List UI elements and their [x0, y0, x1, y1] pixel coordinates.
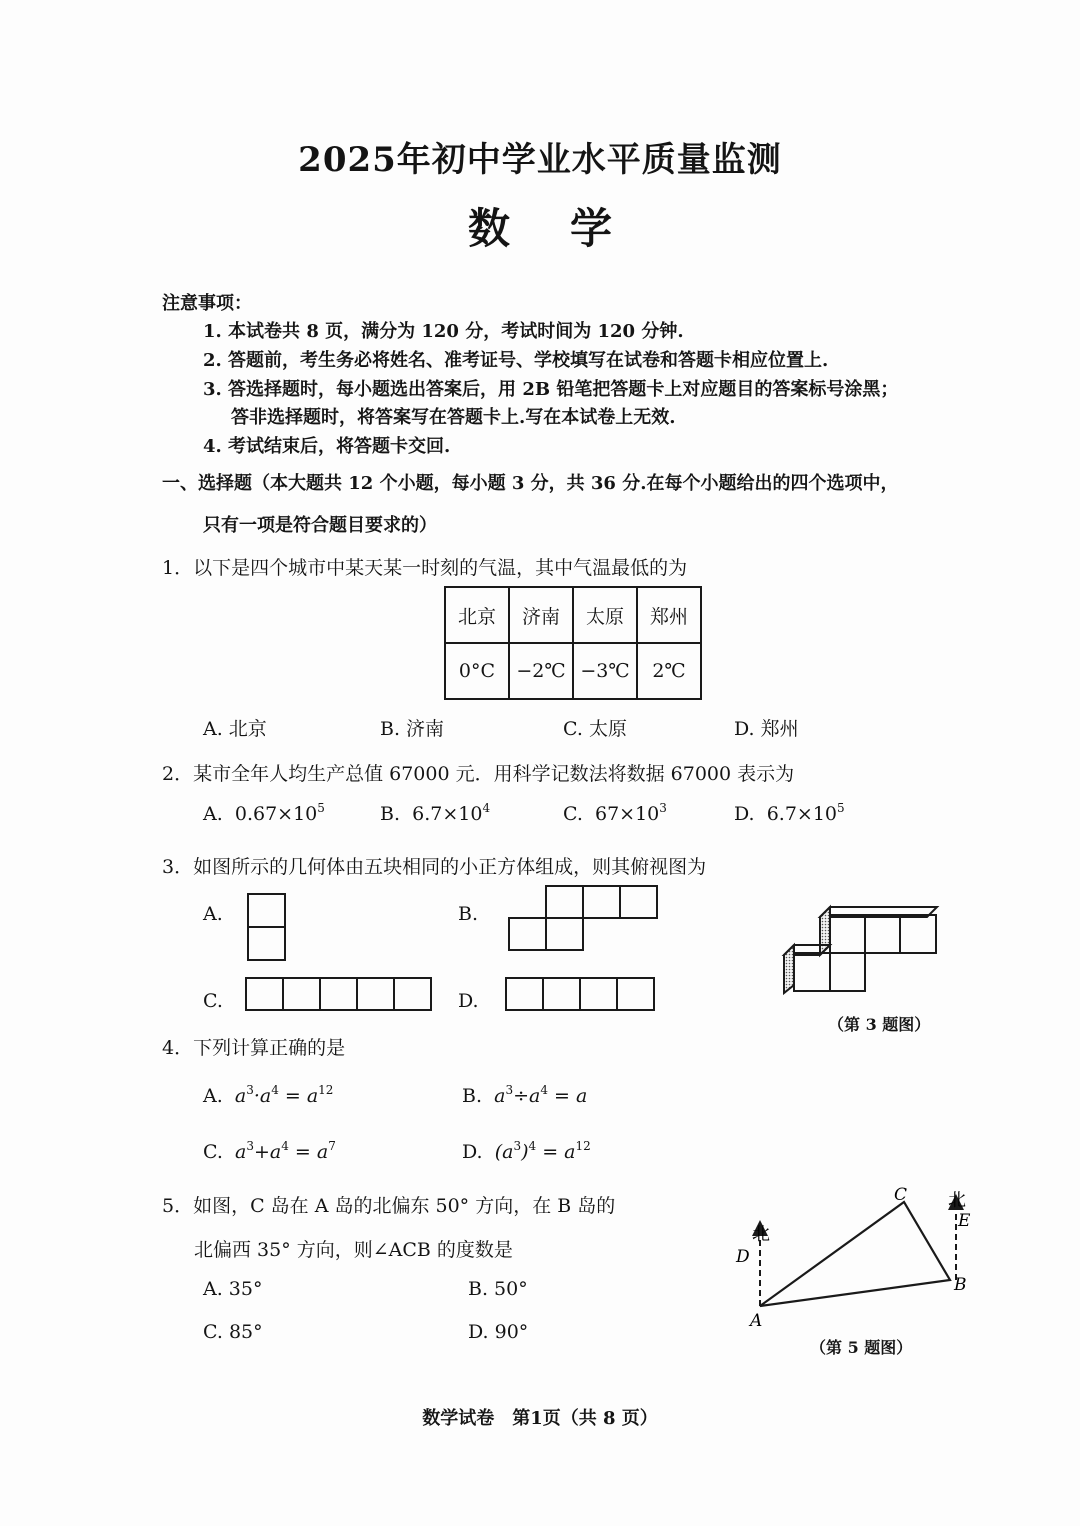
q5-option-c: C. 85° — [203, 1321, 263, 1343]
q5-north-label-left: 北 — [752, 1224, 770, 1245]
q3-solid-figure — [782, 905, 942, 997]
q1-option-d: D. 郑州 — [734, 718, 799, 740]
q1-city-beijing: 北京 — [445, 587, 509, 643]
q3-option-d-figure — [505, 977, 657, 1013]
q1-stem: 1．以下是四个城市中某天某一时刻的气温，其中气温最低的为 — [162, 557, 688, 579]
q4-option-d: D. $(a^3)^4 = a^{12}$ — [462, 1139, 591, 1163]
notice-heading: 注意事项： — [162, 293, 252, 314]
q2-option-a: A. $0.67\times 10^5$ — [203, 801, 325, 825]
q3-option-c-figure — [245, 977, 435, 1013]
q3-option-b-figure — [508, 885, 660, 951]
q1-temperature-table — [444, 586, 702, 700]
q5-figure — [730, 1180, 980, 1330]
q3-option-d-label: D. — [458, 990, 479, 1012]
q5-caption: （第 5 题图） — [810, 1338, 913, 1357]
q2-option-b: B. $6.7\times 10^4$ — [380, 801, 491, 825]
q3-option-b-label: B. — [458, 903, 479, 925]
q2-option-d: D. $6.7\times 10^5$ — [734, 801, 845, 825]
q5-point-d: D — [736, 1247, 750, 1267]
q5-point-e: E — [958, 1211, 971, 1231]
exam-title: 2025年初中学业水平质量监测 — [298, 140, 782, 180]
q5-point-a: A — [750, 1311, 763, 1331]
q3-option-c-label: C. — [203, 990, 223, 1012]
subject-title: 数学 — [467, 204, 672, 253]
q1-option-c: C. 太原 — [563, 718, 627, 740]
q3-stem: 3．如图所示的几何体由五块相同的小正方体组成，则其俯视图为 — [162, 856, 707, 878]
notice-item-2: 2. 答题前，考生务必将姓名、准考证号、学校填写在试卷和答题卡相应位置上. — [203, 350, 829, 371]
q5-triangle-acb — [760, 1202, 950, 1306]
q1-city-zhengzhou: 郑州 — [637, 587, 701, 643]
q5-point-c: C — [894, 1185, 908, 1205]
q4-option-b: B. $a^3\div a^4 = a$ — [462, 1083, 588, 1107]
notice-item-3-cont: 答非选择题时，将答案写在答题卡上.写在本试卷上无效. — [231, 407, 676, 428]
q4-stem: 4．下列计算正确的是 — [162, 1037, 346, 1059]
q1-option-a: A. 北京 — [203, 718, 267, 740]
q3-caption: （第 3 题图） — [828, 1015, 931, 1034]
q1-city-taiyuan: 太原 — [573, 587, 637, 643]
page-footer: 数学试卷 第1页（共 8 页） — [422, 1408, 658, 1429]
q3-option-a-figure — [247, 893, 287, 963]
notice-item-4: 4. 考试结束后，将答题卡交回. — [203, 436, 451, 457]
q1-temp-zhengzhou: 2℃ — [637, 643, 701, 699]
q1-option-b: B. 济南 — [380, 718, 445, 740]
section-heading-line2: 只有一项是符合题目要求的） — [203, 515, 437, 536]
q5-option-b: B. 50° — [468, 1278, 528, 1300]
q1-temp-jinan: −2℃ — [509, 643, 573, 699]
q1-temp-taiyuan: −3℃ — [573, 643, 637, 699]
q5-stem-line1: 5．如图，C 岛在 A 岛的北偏东 50° 方向，在 B 岛的 — [162, 1195, 616, 1217]
q5-north-label-right: 北 — [948, 1190, 966, 1211]
q4-option-c: C. $a^3+a^4 = a^7$ — [203, 1139, 336, 1163]
q2-stem: 2．某市全年人均生产总值 67000 元．用科学记数法将数据 67000 表示为 — [162, 763, 795, 785]
notice-item-3: 3. 答选择题时，每小题选出答案后，用 2B 铅笔把答题卡上对应题目的答案标号涂黑； — [203, 379, 899, 400]
q2-option-c: C. $67\times 10^3$ — [563, 801, 667, 825]
q5-stem-line2: 北偏西 35° 方向，则∠ACB 的度数是 — [194, 1239, 513, 1261]
q5-option-a: A. 35° — [203, 1278, 263, 1300]
q5-point-b: B — [954, 1275, 967, 1295]
q3-option-a-label: A. — [203, 903, 223, 925]
q1-city-jinan: 济南 — [509, 587, 573, 643]
q5-option-d: D. 90° — [468, 1321, 529, 1343]
notice-item-1: 1. 本试卷共 8 页，满分为 120 分，考试时间为 120 分钟. — [203, 321, 684, 342]
q1-temp-beijing: 0°C — [445, 643, 509, 699]
q4-option-a: A. $a^3\cdot a^4 = a^{12}$ — [203, 1083, 334, 1107]
section-heading-line1: 一、选择题（本大题共 12 个小题，每小题 3 分，共 36 分.在每个小题给出的四个选项中， — [162, 473, 899, 494]
